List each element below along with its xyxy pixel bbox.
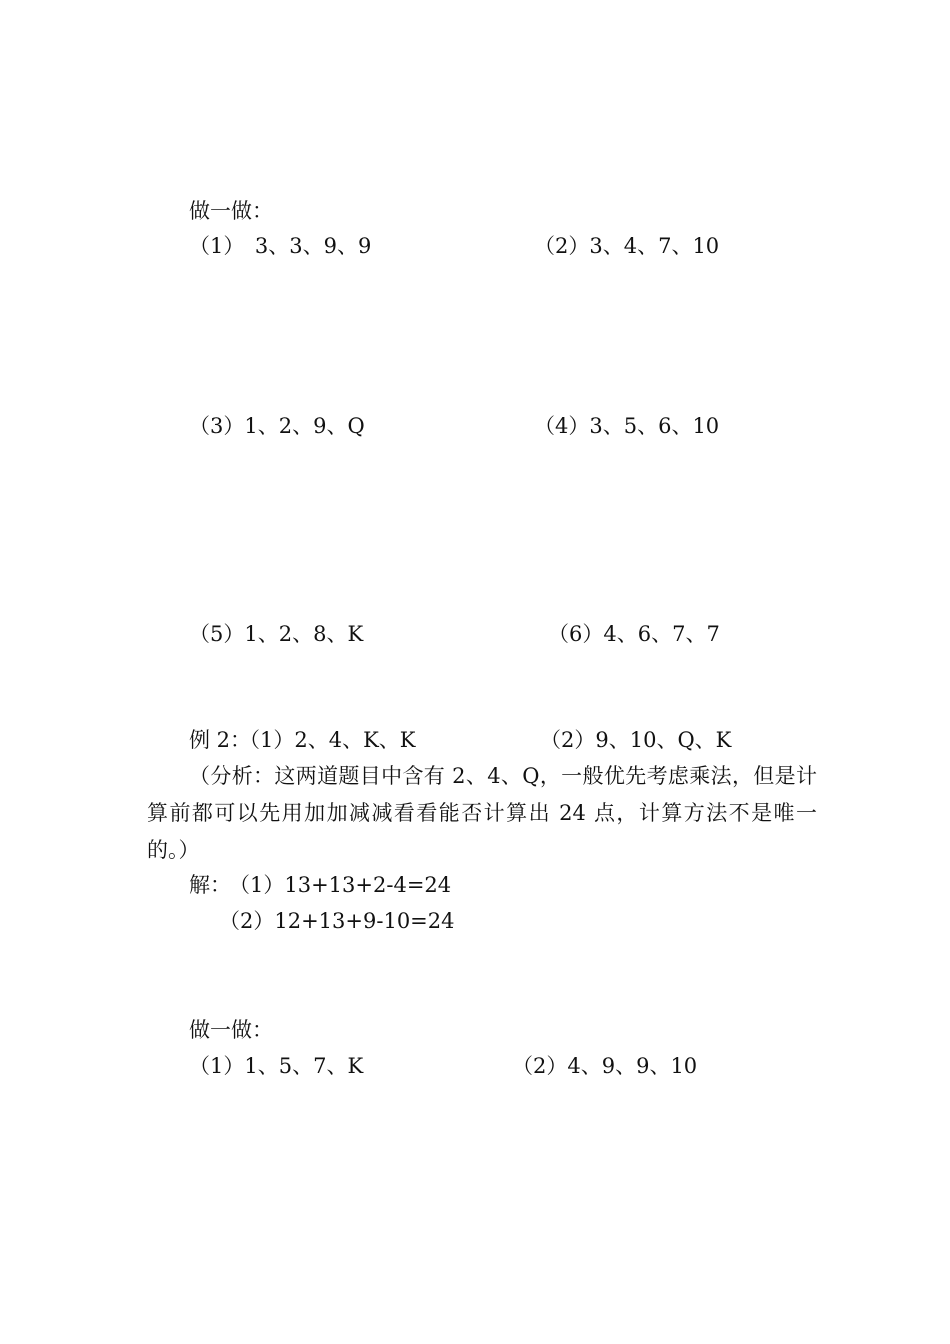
practice-item-8: （2）4、9、9、10 [512,1054,698,1078]
example-2-label: 例 2： [189,728,252,752]
example-2-question-1: （1）2、4、K、K [239,728,416,752]
practice-item-7: （1）1、5、7、K [189,1054,364,1078]
practice-heading-1: 做一做： [189,199,273,223]
solution-1: （1）13+13+2-4=24 [229,873,452,897]
practice-item-5: （5）1、2、8、K [189,622,364,646]
practice-item-4: （4）3、5、6、10 [534,414,720,438]
practice-item-3: （3）1、2、9、Q [189,414,365,438]
solution-2: （2）12+13+9-10=24 [219,909,455,933]
practice-heading-2: 做一做： [189,1018,273,1042]
practice-item-6: （6）4、6、7、7 [548,622,720,646]
solution-label: 解： [189,873,231,897]
example-2-question-2: （2）9、10、Q、K [540,728,732,752]
practice-item-1: （1） 3、3、9、9 [189,234,372,258]
analysis-paragraph: （分析：这两道题目中含有 2、4、Q，一般优先考虑乘法，但是计算前都可以先用加加减减看看能否计算出 24 点，计算方法不是唯一的。） [147,764,817,862]
practice-item-2: （2）3、4、7、10 [534,234,720,258]
